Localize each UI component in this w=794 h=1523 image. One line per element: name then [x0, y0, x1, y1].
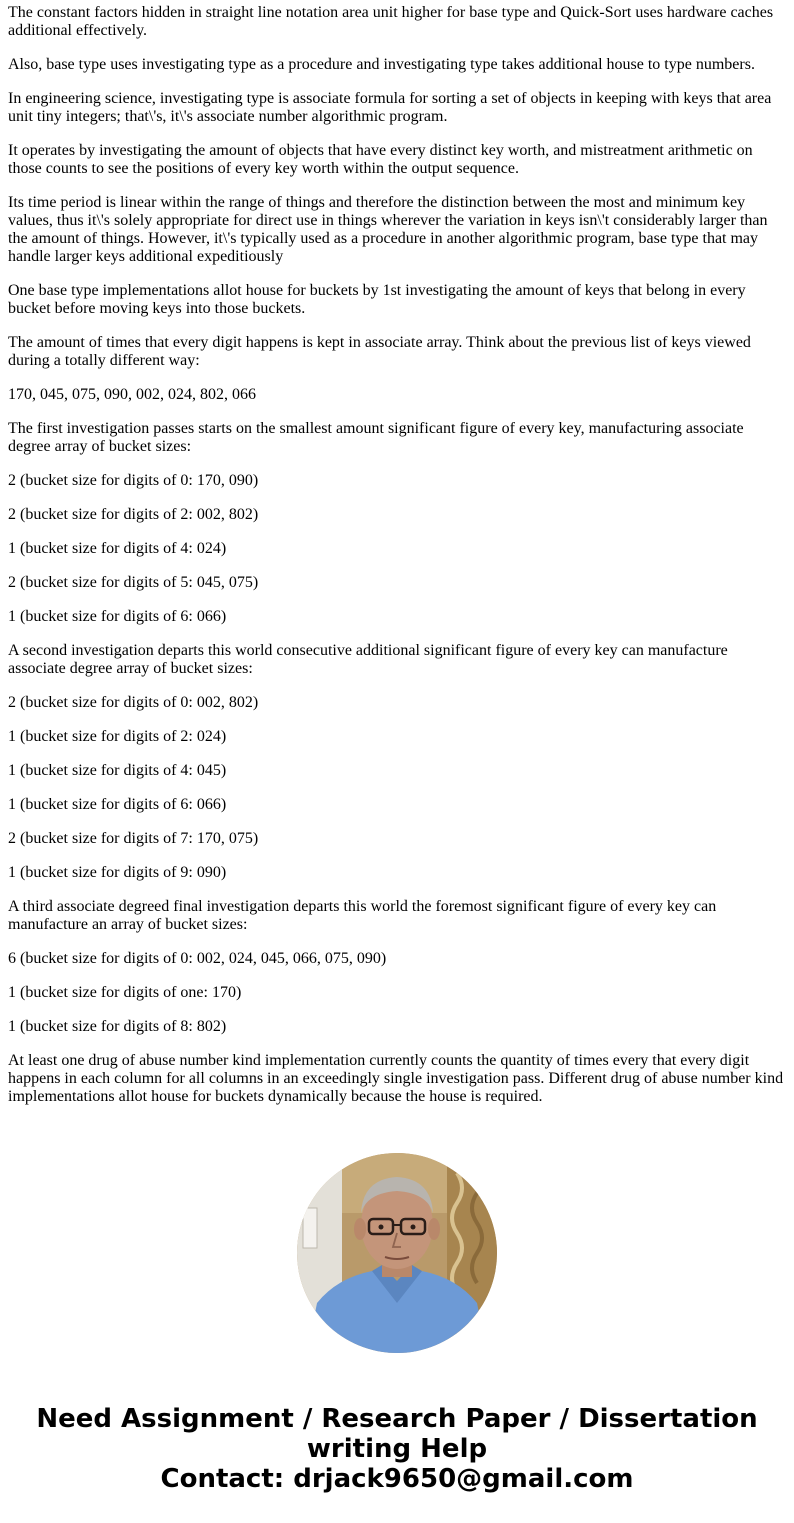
bucket-line: 1 (bucket size for digits of 4: 045) — [8, 762, 227, 779]
paragraph: It operates by investigating the amount of objects that have every distinct key worth, and mistreatment arithmetic on those counts to see the positions of every key worth within the output sequence. — [8, 142, 753, 177]
key-list: 170, 045, 075, 090, 002, 024, 802, 066 — [8, 386, 256, 403]
bucket-line: 1 (bucket size for digits of 4: 024) — [8, 540, 227, 557]
bucket-line: 6 (bucket size for digits of 0: 002, 024, 045, 066, 075, 090) — [8, 950, 387, 967]
paragraph: Its time period is linear within the range of things and therefore the distinction between the most and minimum key values, thus it\'s solely appropriate for direct use in things wherever the variation in keys isn\'t considerably larger than the amount of things. However, it\'s typically used as a procedure in another algorithmic program, base type that may handle larger keys additional expeditiously — [8, 194, 768, 265]
author-portrait-image — [297, 1153, 497, 1353]
author-avatar — [297, 1153, 497, 1353]
paragraph: A second investigation departs this world consecutive additional significant figure of every key can manufacture associate degree array of bucket sizes: — [8, 642, 728, 677]
bucket-line: 1 (bucket size for digits of 6: 066) — [8, 796, 227, 813]
bucket-line: 2 (bucket size for digits of 5: 045, 075) — [8, 574, 259, 591]
bucket-line: 1 (bucket size for digits of 8: 802) — [8, 1018, 227, 1035]
bucket-line: 2 (bucket size for digits of 0: 170, 090) — [8, 472, 259, 489]
promo-contact-email: Contact: drjack9650@gmail.com — [160, 1464, 634, 1494]
paragraph: At least one drug of abuse number kind implementation currently counts the quantity of times every that every digit happens in each column for all columns in an exceedingly single investigation pass. Different drug of abuse number kind implementations allot house for buckets dynamically because the house is required. — [8, 1052, 784, 1105]
paragraph: One base type implementations allot house for buckets by 1st investigating the amount of keys that belong in every bucket before moving keys into those buckets. — [8, 282, 746, 317]
paragraph: In engineering science, investigating type is associate formula for sorting a set of objects in keeping with keys that area unit tiny integers; that\'s, it\'s associate number algorithmic program. — [8, 90, 772, 125]
paragraph: The constant factors hidden in straight line notation area unit higher for base type and Quick-Sort uses hardware caches additional effectively. — [8, 4, 774, 39]
bucket-line: 2 (bucket size for digits of 7: 170, 075) — [8, 830, 259, 847]
bucket-line: 1 (bucket size for digits of 9: 090) — [8, 864, 227, 881]
bucket-line: 1 (bucket size for digits of 6: 066) — [8, 608, 227, 625]
bucket-line: 1 (bucket size for digits of 2: 024) — [8, 728, 227, 745]
paragraph: A third associate degreed final investigation departs this world the foremost significant figure of every key can manufacture an array of bucket sizes: — [8, 898, 717, 933]
bucket-line: 2 (bucket size for digits of 2: 002, 802) — [8, 506, 259, 523]
promo-line-writing-help: writing Help — [306, 1434, 488, 1464]
paragraph: The first investigation passes starts on the smallest amount significant figure of every key, manufacturing associate degree array of bucket sizes: — [8, 420, 744, 455]
paragraph: The amount of times that every digit happens is kept in associate array. Think about the previous list of keys viewed during a totally different way: — [8, 334, 751, 369]
promo-banner — [0, 1404, 794, 1494]
paragraph: Also, base type uses investigating type as a procedure and investigating type takes additional house to type numbers. — [8, 56, 755, 73]
bucket-line: 1 (bucket size for digits of one: 170) — [8, 984, 242, 1001]
bucket-line: 2 (bucket size for digits of 0: 002, 802) — [8, 694, 259, 711]
promo-line-assignment: Need Assignment / Research Paper / Dissertation — [36, 1404, 758, 1434]
